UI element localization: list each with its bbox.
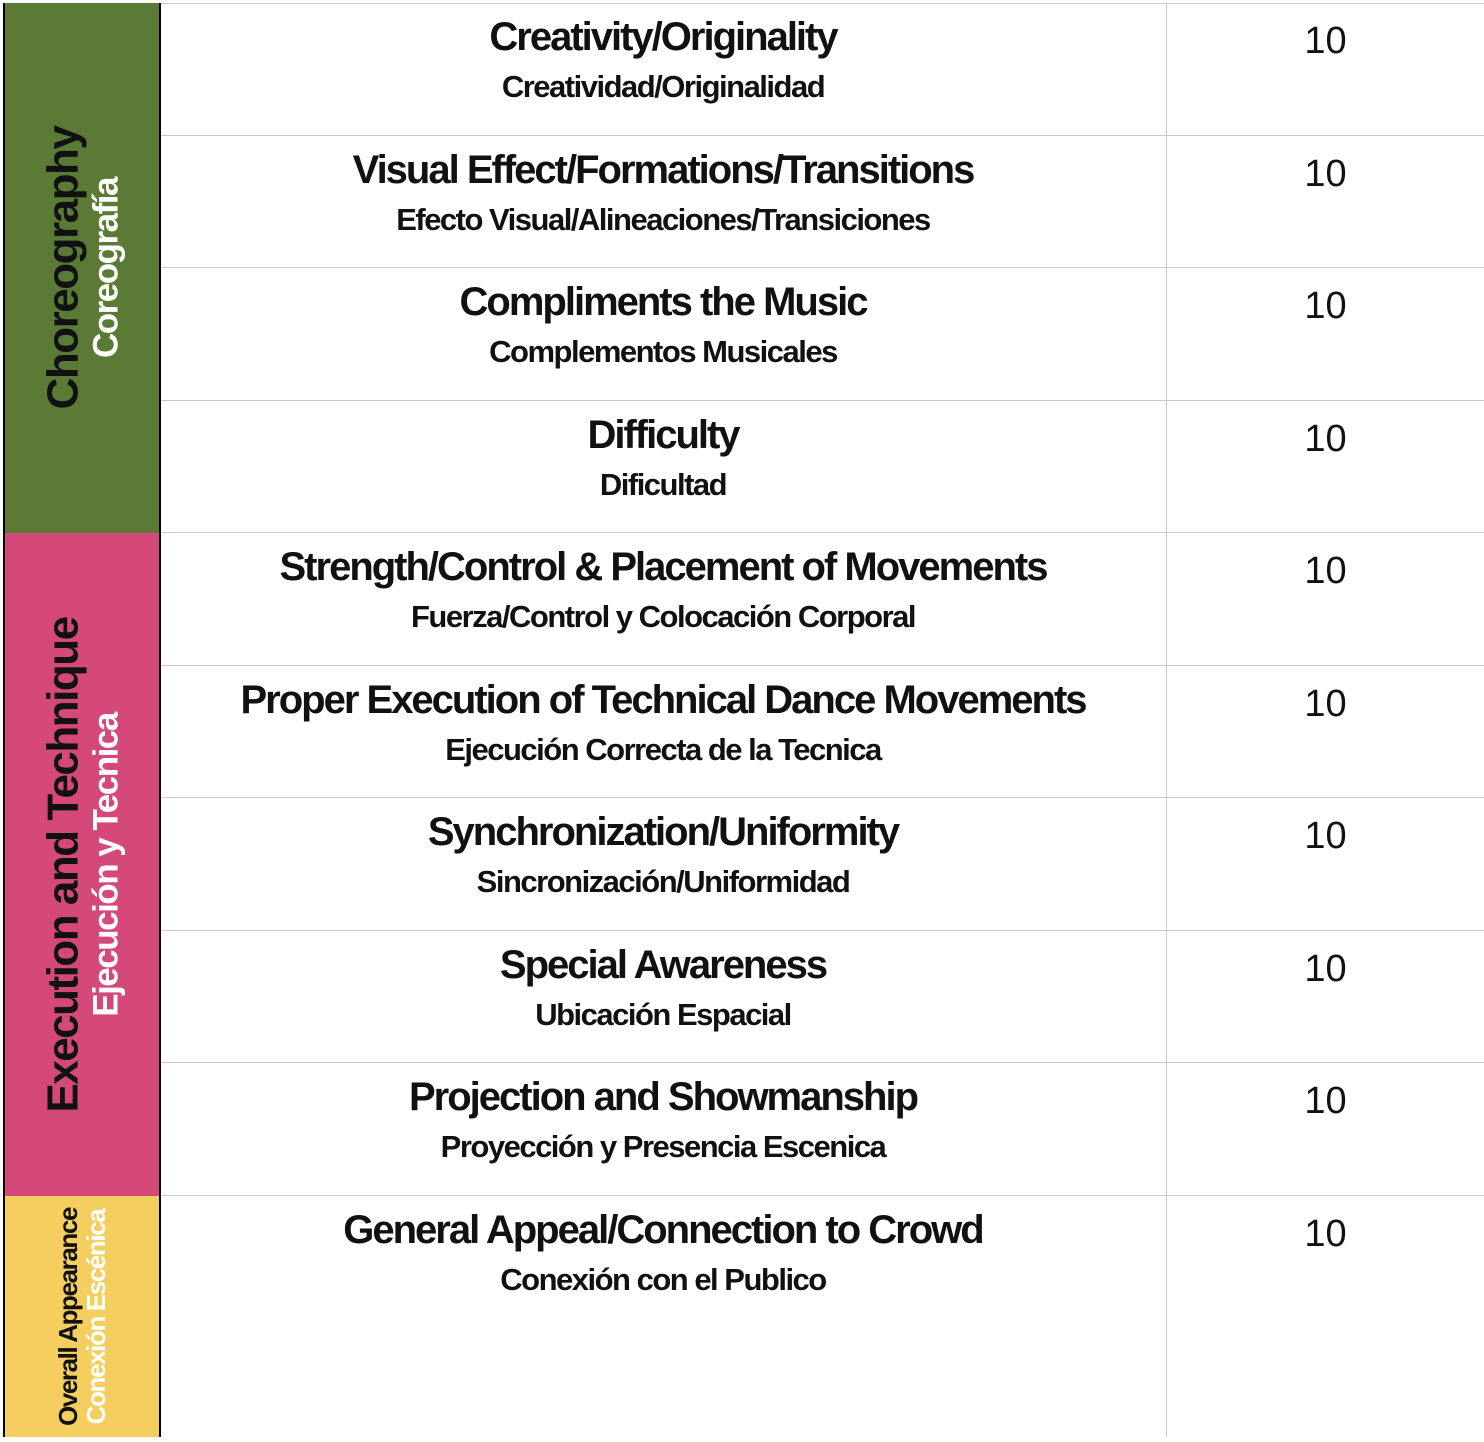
criterion-name-es: Fuerza/Control y Colocación Corporal	[410, 599, 916, 634]
category-overall-label	[53, 1207, 109, 1425]
category-label-en: Execution and Technique	[37, 616, 87, 1113]
table-row	[160, 533, 1484, 666]
criterion-name-es: Dificultad	[599, 467, 727, 502]
criterion-name-es: Ejecución Correcta de la Tecnica	[445, 732, 881, 767]
criterion-name-es: Creatividad/Originalidad	[501, 69, 825, 104]
criterion-cell	[160, 798, 1166, 901]
table-row	[160, 931, 1484, 1063]
table-row	[160, 666, 1484, 798]
category-label-en: Overall Appearance	[52, 1207, 83, 1426]
criterion-name-en: Compliments the Music	[459, 280, 867, 324]
table-row	[160, 3, 1484, 136]
table-left-border	[3, 3, 5, 1437]
criterion-cell	[160, 533, 1166, 636]
category-choreography	[3, 3, 160, 533]
criterion-cell	[160, 1196, 1166, 1299]
table-row	[160, 401, 1484, 533]
category-overall-appearance	[3, 1196, 160, 1437]
category-column-divider	[159, 3, 161, 1437]
criterion-cell	[160, 666, 1166, 769]
criterion-name-en: Synchronization/Uniformity	[427, 810, 899, 854]
criterion-name-en: Special Awareness	[499, 943, 827, 987]
max-score-cell: 10	[1304, 285, 1347, 327]
criterion-cell	[160, 1063, 1166, 1166]
criterion-name-en: General Appeal/Connection to Crowd	[343, 1208, 983, 1252]
category-label-en: Choreography	[37, 126, 87, 410]
max-score-cell: 10	[1304, 1080, 1347, 1122]
criterion-cell	[160, 931, 1166, 1034]
criterion-name-es: Sincronización/Uniformidad	[476, 864, 850, 899]
criterion-name-es: Proyección y Presencia Escenica	[440, 1129, 886, 1164]
table-row	[160, 798, 1484, 931]
table-row	[160, 268, 1484, 401]
max-score-cell: 10	[1304, 20, 1347, 62]
criterion-name-es: Ubicación Espacial	[535, 997, 791, 1032]
category-label-es: Coreografía	[85, 178, 125, 358]
category-execution-technique	[3, 533, 160, 1196]
table-row	[160, 1196, 1484, 1437]
max-score-cell: 10	[1304, 948, 1347, 990]
table-row	[160, 1063, 1484, 1196]
max-score-cell: 10	[1304, 683, 1347, 725]
criterion-name-en: Projection and Showmanship	[408, 1075, 918, 1119]
criterion-cell	[160, 268, 1166, 371]
criterion-name-es: Conexión con el Publico	[500, 1262, 826, 1297]
criterion-cell	[160, 3, 1166, 106]
max-score-cell: 10	[1304, 815, 1347, 857]
max-score-cell: 10	[1304, 418, 1347, 460]
table-row	[160, 136, 1484, 268]
criterion-name-es: Efecto Visual/Alineaciones/Transiciones	[396, 202, 930, 237]
max-score-cell: 10	[1304, 1213, 1347, 1255]
criterion-cell	[160, 401, 1166, 504]
category-label-es: Conexión Escénica	[80, 1209, 111, 1424]
criterion-name-en: Creativity/Originality	[489, 15, 837, 59]
scoring-rubric-table	[3, 3, 1484, 1437]
max-score-cell: 10	[1304, 153, 1347, 195]
score-column-divider	[1166, 3, 1167, 1437]
criterion-name-es: Complementos Musicales	[489, 334, 837, 369]
criterion-name-en: Strength/Control & Placement of Movements	[279, 545, 1047, 589]
max-score-cell: 10	[1304, 550, 1347, 592]
category-execution-label	[39, 617, 124, 1112]
criterion-name-en: Proper Execution of Technical Dance Movements	[240, 678, 1086, 722]
category-label-es: Ejecución y Tecnica	[85, 712, 125, 1017]
criterion-name-en: Difficulty	[587, 413, 739, 457]
category-choreography-label	[39, 127, 124, 410]
criterion-name-en: Visual Effect/Formations/Transitions	[352, 148, 974, 192]
criterion-cell	[160, 136, 1166, 239]
